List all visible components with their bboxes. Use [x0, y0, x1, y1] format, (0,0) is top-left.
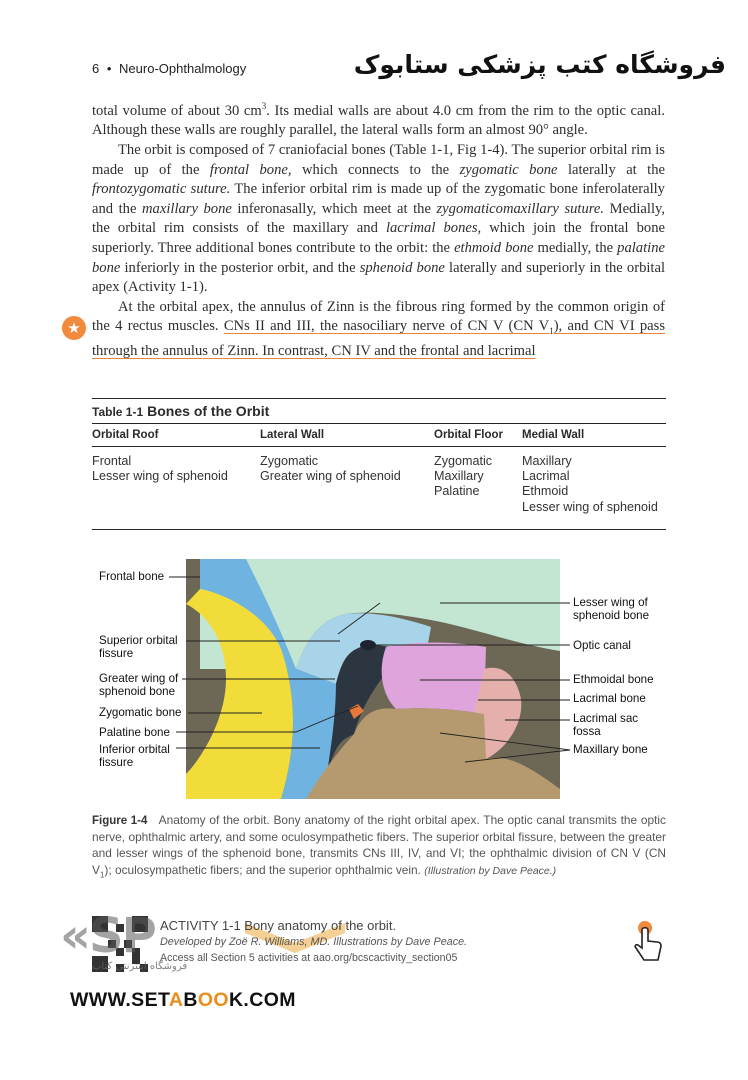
book-title: Neuro-Ophthalmology — [119, 61, 247, 76]
bones-table — [92, 398, 666, 530]
site-url[interactable]: WWW.SETABOOK.COM — [70, 989, 296, 1011]
table-cell-lateral-wall: Zygomatic Greater wing of sphenoid — [260, 454, 401, 484]
setabook-stamp-logo: «SP — [60, 908, 155, 964]
label-ethmoidal-bone: Ethmoidal bone — [573, 673, 654, 686]
col-header-lateral-wall: Lateral Wall — [260, 429, 325, 441]
paragraph-0: total volume of about 30 $cm^3$. Its medial walls are about 4.0 cm from the rim to the optic canal. Although these walls are roughly parallel, the lateral walls form an almost 90° angle. — [92, 101, 665, 139]
table-body — [92, 447, 666, 530]
col-header-orbital-roof: Orbital Roof — [92, 429, 159, 441]
table-header-row — [92, 423, 666, 447]
paragraph-1: The orbit is composed of 7 craniofacial bones (Table 1-1, Fig 1-4). The superior orbital rim is made up of the frontal bone, which connects to the zygomatic bone laterally at the frontozygomatic suture. The inferior orbital rim is made up of the zygomatic bone inferolaterally and the maxillary bone inferonasally, which meet at the zygomaticomaxillary suture. Medially, the orbital rim consists of the maxillary and lacrimal bones, which join the frontal bone superiorly. Three additional bones contribute to the orbit: the ethmoid bone medially, the palatine bone inferiorly in the posterior orbit, and the sphenoid bone laterally and superiorly in the orbital apex (Activity 1-1). — [92, 142, 666, 296]
running-head — [92, 61, 246, 76]
label-maxillary-bone: Maxillary bone — [573, 743, 648, 756]
bullet: • — [106, 61, 112, 76]
table-cell-medial-wall: Maxillary Lacrimal Ethmoid Lesser wing of sphenoid — [522, 454, 658, 514]
body-text — [92, 97, 665, 361]
label-greater-wing: Greater wing of sphenoid bone — [99, 672, 179, 698]
label-lacrimal-bone: Lacrimal bone — [573, 692, 646, 705]
highlighted-text[interactable]: CNs II and III, the nasociliary nerve of CN V (CN $V_1$), and CN VI pass through the annulus of Zinn. In contrast, CN IV and the frontal and lacrimal — [92, 318, 665, 359]
label-lacrimal-sac-fossa: Lacrimal sac fossa — [573, 712, 639, 738]
label-optic-canal: Optic canal — [573, 639, 631, 652]
table-cell-orbital-roof: Frontal Lesser wing of sphenoid — [92, 454, 228, 484]
star-icon[interactable]: ★ — [62, 316, 86, 340]
label-frontal-bone: Frontal bone — [99, 570, 165, 583]
label-inferior-orbital-fissure: Inferior orbital fissure — [99, 743, 170, 769]
label-lesser-wing: Lesser wing of sphenoid bone — [573, 596, 650, 622]
activity-block[interactable] — [160, 918, 467, 967]
label-zygomatic-bone: Zygomatic bone — [99, 706, 182, 719]
optic-canal-region — [360, 640, 376, 650]
activity-title[interactable]: ACTIVITY 1-1 Bony anatomy of the orbit. — [160, 918, 397, 933]
caption-credit: (Illustration by Dave Peace.) — [424, 864, 557, 877]
figure-caption: Figure 1-4 Anatomy of the orbit. Bony anatomy of the right orbital apex. The optic canal transmits the optic nerve, ophthalmic artery, and some oculosympathetic fibers. The superior orbital fissure, between the greater and lesser wings of the sphenoid bone, transmits CNs III, IV, and VI; the ophthalmic division of CN V (CN $V_1$); oculosympathetic fibers; and the superior ophthalmic vein. (Illustration by Dave Peace.) — [92, 813, 666, 879]
ethmoid-bone-region — [382, 643, 486, 715]
pointing-hand-icon[interactable] — [628, 920, 666, 966]
table-title: Table 1-1 Bones of the Orbit — [92, 403, 270, 419]
table-cell-orbital-floor: Zygomatic Maxillary Palatine — [434, 454, 493, 499]
caption-label: Figure 1-4 — [92, 815, 148, 827]
orbit-illustration — [186, 559, 560, 799]
activity-access-link[interactable]: Access all Section 5 activities at aao.org/bcscactivity_section05 — [160, 952, 458, 965]
orbit-figure — [186, 559, 560, 799]
persian-watermark: فروشگاه کتب پزشکی ستابوک — [353, 50, 726, 79]
activity-developed: Developed by Zoë R. Williams, MD. Illustrations by Dave Peace. — [160, 936, 468, 949]
stamp-persian-text: فروشگاه اینترنتی کتاب — [92, 961, 188, 972]
page-number: 6 — [92, 61, 100, 76]
label-palatine-bone: Palatine bone — [99, 726, 170, 739]
paragraph-2: At the orbital apex, the annulus of Zinn is the fibrous ring formed by the common origin of the 4 rectus muscles. CNs II and III, the nasociliary nerve of CN V (CN $V_1$), and CN VI pass through the annulus of Zinn. In contrast, CN IV and the frontal and lacrimal — [92, 298, 665, 359]
col-header-orbital-floor: Orbital Floor — [434, 429, 503, 441]
col-header-medial-wall: Medial Wall — [522, 429, 585, 441]
label-superior-orbital-fissure: Superior orbital fissure — [99, 634, 178, 660]
